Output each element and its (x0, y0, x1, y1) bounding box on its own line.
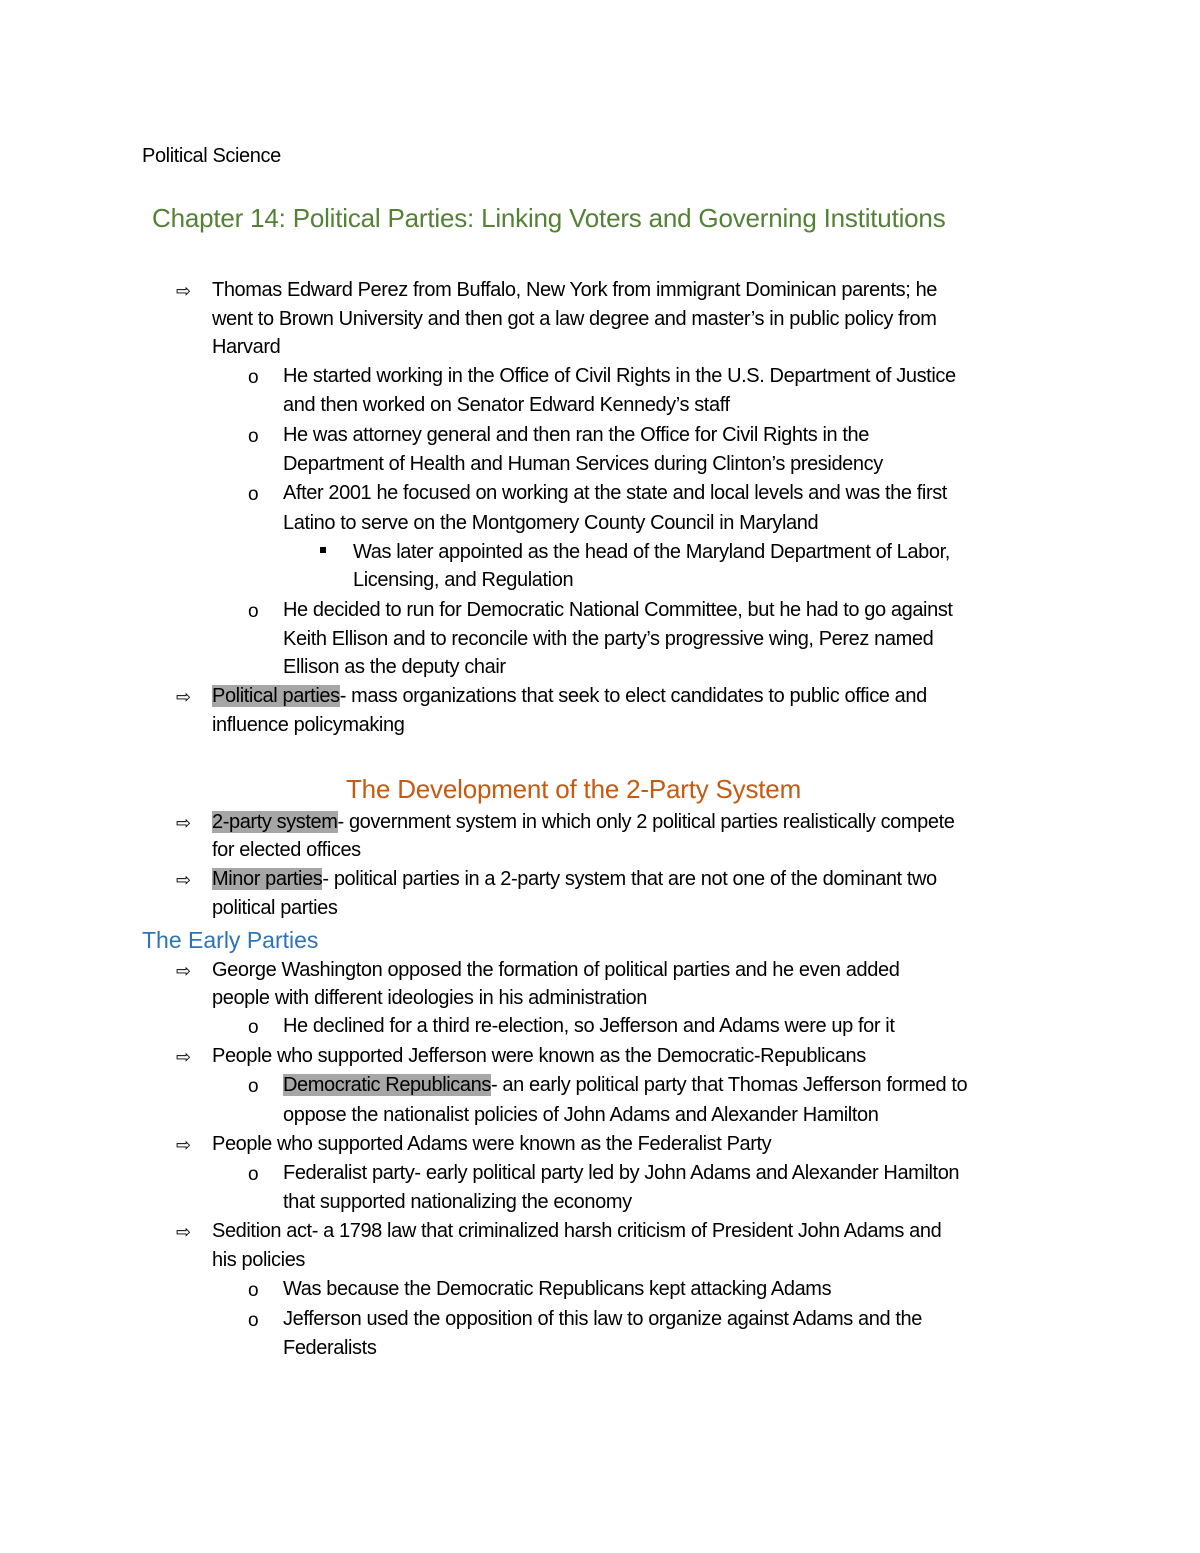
subsection-title: The Early Parties (142, 927, 319, 953)
circle-bullet-icon: o (248, 1017, 259, 1038)
definition-line (212, 865, 937, 894)
perez-subsub-line: Licensing, and Regulation (353, 569, 574, 591)
definition-line (212, 808, 954, 837)
arrow-bullet-icon: ⇨ (176, 281, 192, 302)
circle-bullet-icon: o (248, 1280, 259, 1301)
early-text-line: his policies (212, 1249, 306, 1271)
perez-sub-line: Latino to serve on the Montgomery County Council in Maryland (283, 512, 819, 534)
perez-text-line: went to Brown University and then got a law degree and master’s in public policy from (212, 308, 937, 330)
early-sub-line: that supported nationalizing the economy (283, 1191, 632, 1213)
highlighted-term: Democratic Republicans (283, 1074, 491, 1096)
arrow-bullet-icon: ⇨ (176, 1222, 192, 1243)
perez-sub-line: He was attorney general and then ran the Office for Civil Rights in the (283, 424, 870, 446)
perez-sub-line: and then worked on Senator Edward Kennedy’s staff (283, 394, 730, 416)
arrow-bullet-icon: ⇨ (176, 1047, 192, 1068)
early-text-line: Sedition act- a 1798 law that criminalized harsh criticism of President John Adams and (212, 1220, 942, 1242)
perez-sub-line: He started working in the Office of Civil Rights in the U.S. Department of Justice (283, 365, 956, 387)
highlighted-term: Minor parties (212, 868, 323, 890)
early-sub-line: Federalists (283, 1337, 377, 1359)
circle-bullet-icon: o (248, 1164, 259, 1185)
circle-bullet-icon: o (248, 426, 259, 447)
early-sub-line: Federalist party- early political party led by John Adams and Alexander Hamilton (283, 1162, 960, 1184)
definition-line (212, 682, 927, 711)
perez-sub-line: After 2001 he focused on working at the state and local levels and was the first (283, 482, 947, 504)
circle-bullet-icon: o (248, 1310, 259, 1331)
perez-text-line: Thomas Edward Perez from Buffalo, New York from immigrant Dominican parents; he (212, 279, 938, 301)
section-title: The Development of the 2-Party System (346, 774, 802, 804)
definition-text: - government system in which only 2 political parties realistically compete (337, 811, 955, 833)
highlighted-term: Political parties (212, 685, 340, 707)
early-text-line: people with different ideologies in his administration (212, 987, 647, 1009)
highlighted-term: 2-party system (212, 811, 338, 833)
arrow-bullet-icon: ⇨ (176, 870, 192, 891)
early-sub-line: Jefferson used the opposition of this law to organize against Adams and the (283, 1308, 922, 1330)
chapter-title: Chapter 14: Political Parties: Linking Voters and Governing Institutions (152, 203, 946, 233)
course-label: Political Science (142, 145, 281, 167)
early-text-line: People who supported Adams were known as the Federalist Party (212, 1133, 772, 1155)
circle-bullet-icon: o (248, 601, 259, 622)
arrow-bullet-icon: ⇨ (176, 961, 192, 982)
definition-text: - an early political party that Thomas Jefferson formed to (490, 1074, 968, 1096)
early-sub-line: Was because the Democratic Republicans kept attacking Adams (283, 1278, 832, 1300)
circle-bullet-icon: o (248, 484, 259, 505)
perez-sub-line: He decided to run for Democratic National Committee, but he had to go against (283, 599, 953, 621)
circle-bullet-icon: o (248, 1076, 259, 1097)
perez-sub-line: Department of Health and Human Services during Clinton’s presidency (283, 453, 883, 475)
arrow-bullet-icon: ⇨ (176, 1135, 192, 1156)
early-text-line: George Washington opposed the formation of political parties and he even added (212, 959, 900, 981)
arrow-bullet-icon: ⇨ (176, 687, 192, 708)
circle-bullet-icon: o (248, 367, 259, 388)
definition-line: for elected offices (212, 839, 361, 861)
perez-subsub-line: Was later appointed as the head of the Maryland Department of Labor, (353, 541, 950, 563)
early-sub-line: He declined for a third re-election, so Jefferson and Adams were up for it (283, 1015, 895, 1037)
definition-line: oppose the nationalist policies of John Adams and Alexander Hamilton (283, 1104, 879, 1126)
perez-sub-line: Keith Ellison and to reconcile with the party’s progressive wing, Perez named (283, 628, 934, 650)
definition-text: - mass organizations that seek to elect candidates to public office and (339, 685, 927, 707)
perez-sub-line: Ellison as the deputy chair (283, 656, 506, 678)
perez-text-line: Harvard (212, 336, 281, 358)
square-bullet-icon (320, 547, 326, 553)
definition-line: political parties (212, 897, 338, 919)
early-text-line: People who supported Jefferson were known as the Democratic-Republicans (212, 1045, 866, 1067)
definition-line: influence policymaking (212, 714, 405, 736)
definition-text: - political parties in a 2-party system that are not one of the dominant two (322, 868, 937, 890)
definition-line (283, 1071, 967, 1100)
arrow-bullet-icon: ⇨ (176, 813, 192, 834)
